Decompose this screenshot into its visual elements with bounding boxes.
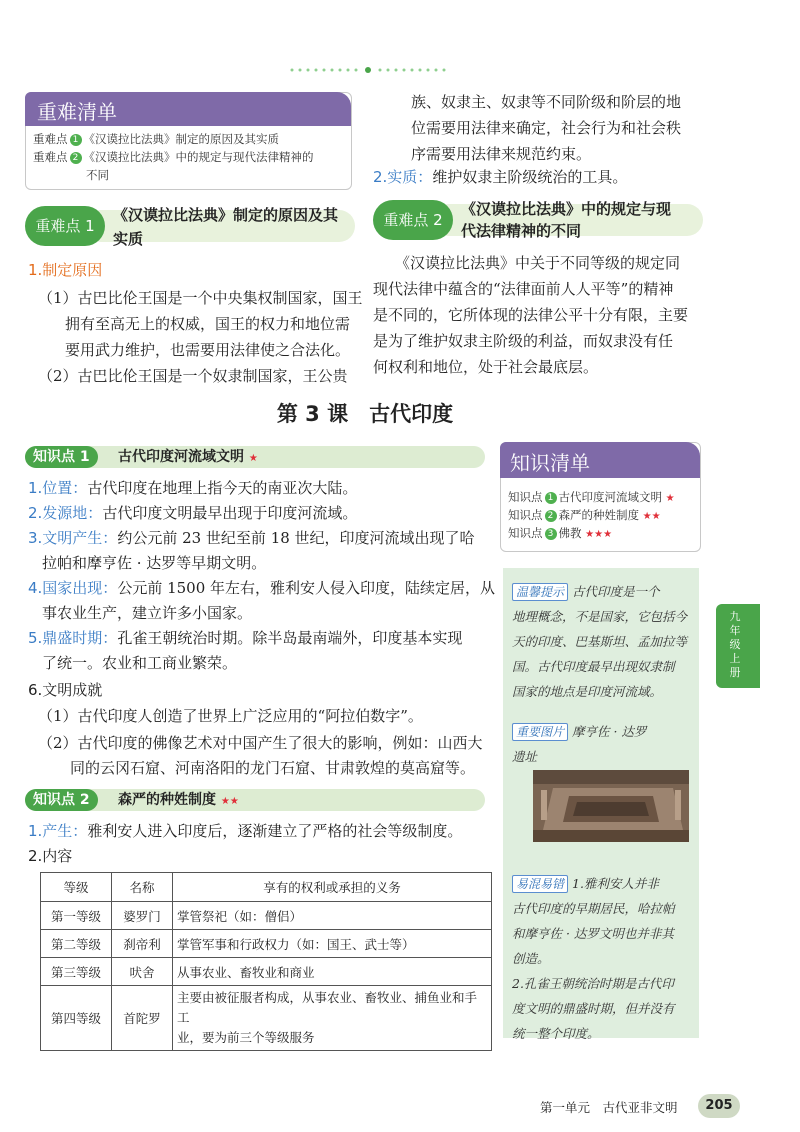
knowledge-list-item-1: 知识点 1 古代印度河流域文明 ★ [508, 490, 675, 504]
keypoint-1-banner [25, 204, 355, 248]
tip-line1: 温馨提示 古代印度是一个 [512, 580, 660, 604]
lesson-title: 第 3 课 古代印度 [276, 402, 454, 426]
kp2-line2: 现代法律中蕴含的“法律面前人人平等”的精神 [373, 280, 674, 298]
zd1-item-5-cont: 了统一。农业和工商业繁荣。 [42, 654, 238, 672]
mix-line1: 易混易错 1.雅利安人并非 [512, 872, 659, 896]
knowledge-point-1-title: 古代印度河流域文明 ★ [118, 449, 258, 465]
keypoint-1-label: 重难点 1 [25, 206, 105, 246]
page-number: 205 [698, 1094, 740, 1118]
keypoint-2-banner [373, 198, 713, 242]
kp2-line1: 《汉谟拉比法典》中关于不同等级的规定同 [395, 254, 681, 272]
difficulty-stars: ★★ [220, 796, 239, 807]
zd1-achievement-heading: 6.文明成就 [28, 681, 103, 699]
table-row: 第一等级 婆罗门 掌管祭祀（如：僧侣） [41, 902, 492, 930]
zd2-content-heading: 2.内容 [28, 847, 73, 865]
decorative-dots [288, 66, 448, 74]
knowledge-point-2-title: 森严的种姓制度 ★★ [118, 792, 239, 808]
knowledge-point-2-bar [25, 789, 485, 811]
knowledge-list-item-2: 知识点 2 森严的种姓制度 ★★ [508, 508, 661, 522]
mix-line2: 古代印度的早期居民，哈拉帕 [512, 901, 675, 916]
essence-line [373, 164, 627, 190]
mix-tag: 易混易错 [512, 875, 568, 893]
unit-title: 第一单元 古代亚非文明 [540, 1100, 678, 1115]
mix-line3: 和摩亨佐 · 达罗文明也并非其 [512, 926, 674, 941]
tip-line3: 天的印度、巴基斯坦、孟加拉等 [512, 634, 688, 649]
keypoint-1-title-line1: 《汉谟拉比法典》制定的原因及其 [113, 206, 339, 224]
table-header: 享有的权利或承担的义务 [173, 873, 492, 902]
right-col-line2: 位需要用法律来确定，社会行为和社会秩 [411, 119, 682, 137]
kp1-para1-line3: 要用武力维护，也需要用法律使之合法化。 [65, 341, 351, 359]
zd1-item-2: 2.发源地：古代印度文明最早出现于印度河流域。 [28, 504, 358, 522]
right-col-line3: 序需要用法律来规范约束。 [411, 145, 592, 163]
picture-caption-line2: 遗址 [512, 749, 538, 764]
page-footer [540, 1094, 790, 1120]
knowledge-list-item-3: 知识点 3 佛教 ★★★ [508, 526, 613, 540]
mohenjo-daro-ruins-photo [533, 770, 689, 842]
zd1-item-4-cont: 事农业生产，建立许多小国家。 [42, 604, 253, 622]
kp1-para1-line1: （1）古巴比伦王国是一个中央集权制国家，国王 [38, 289, 363, 307]
table-header: 名称 [112, 873, 173, 902]
zd1-item-3: 3.文明产生：约公元前 23 世纪至前 18 世纪，印度河流域出现了哈 [28, 529, 475, 547]
keypoint-1-subheading: 1.制定原因 [28, 261, 103, 279]
essence-label: 2.实质： [373, 168, 433, 186]
mix-line6: 度文明的鼎盛时期，但并没有 [512, 1001, 675, 1016]
zd1-item-3-cont: 拉帕和摩亨佐 · 达罗等早期文明。 [42, 554, 267, 572]
caste-table [40, 872, 492, 1051]
review-item-1: 重难点 1 《汉谟拉比法典》制定的原因及其实质 [33, 132, 279, 146]
table-row: 第三等级 吠舍 从事农业、畜牧业和商业 [41, 958, 492, 986]
review-item-2-cont: 不同 [86, 168, 109, 182]
keypoint-2-label: 重难点 2 [373, 200, 453, 240]
knowledge-list-header [500, 442, 700, 478]
kp2-line5: 何权利和地位，处于社会最底层。 [373, 358, 599, 376]
mix-line7: 统一整个印度。 [512, 1026, 600, 1041]
zd1-item-1: 1.位置：古代印度在地理上指今天的南亚次大陆。 [28, 479, 358, 497]
essence-text: 维护奴隶主阶级统治的工具。 [432, 168, 628, 186]
right-col-line1: 族、奴隶主、奴隶等不同阶级和阶层的地 [411, 93, 682, 111]
zd1-item-5: 5.鼎盛时期：孔雀王朝统治时期。除半岛最南端外，印度基本实现 [28, 629, 463, 647]
zd1-achievement-2-line2: 同的云冈石窟、河南洛阳的龙门石窟、甘肃敦煌的莫高窟等。 [70, 759, 476, 777]
keypoint-2-title-line1: 《汉谟拉比法典》中的规定与现 [461, 200, 672, 218]
tip-tag: 温馨提示 [512, 583, 568, 601]
grade-tab [716, 604, 760, 688]
picture-tag: 重要图片 [512, 723, 568, 741]
zd1-achievement-1: （1）古代印度人创造了世界上广泛应用的“阿拉伯数字”。 [38, 707, 423, 725]
kp1-para1-line2: 拥有至高无上的权威，国王的权力和地位需 [65, 315, 351, 333]
keypoint-1-title-line2: 实质 [113, 230, 144, 248]
kp2-line4: 是为了维护奴隶主阶级的利益，而奴隶没有任 [373, 332, 674, 350]
knowledge-point-2-label: 知识点 2 [25, 789, 98, 811]
tip-line2: 地理概念，不是国家，它包括今 [512, 609, 688, 624]
zd1-item-4: 4.国家出现：公元前 1500 年左右，雅利安人侵入印度，陆续定居，从 [28, 579, 496, 597]
zd2-origin: 1.产生：雅利安人进入印度后，逐渐建立了严格的社会等级制度。 [28, 822, 463, 840]
keypoint-2-title-line2: 代法律精神的不同 [461, 222, 582, 240]
tip-line5: 国家的地点是印度河流域。 [512, 684, 663, 699]
picture-caption-line1: 重要图片 摩亨佐 · 达罗 [512, 720, 646, 744]
knowledge-point-1-bar [25, 446, 485, 468]
table-row: 第二等级 刹帝利 掌管军事和行政权力（如：国王、武士等） [41, 930, 492, 958]
review-item-2: 重难点 2 《汉谟拉比法典》中的规定与现代法律精神的 [33, 150, 314, 164]
review-list-title: 重难清单 [37, 100, 117, 124]
table-header: 等级 [41, 873, 112, 902]
mix-line4: 创造。 [512, 951, 550, 966]
mix-line5: 2.孔雀王朝统治时期是古代印 [512, 976, 674, 991]
tip-line4: 国。古代印度最早出现奴隶制 [512, 659, 675, 674]
kp2-line3: 是不同的，它所体现的法律公平十分有限，主要 [373, 306, 689, 324]
review-list-header [25, 92, 351, 126]
difficulty-stars: ★ [248, 453, 258, 464]
kp1-para2-line1: （2）古巴比伦王国是一个奴隶制国家，王公贵 [38, 367, 348, 385]
table-row: 第四等级 首陀罗 主要由被征服者构成，从事农业、畜牧业、捕鱼业和手工 业，要为前三个等级服务 [41, 986, 492, 1051]
knowledge-list-title: 知识清单 [510, 451, 590, 475]
grade-tab-label: 九年级上册 [729, 610, 741, 679]
zd1-achievement-2-line1: （2）古代印度的佛像艺术对中国产生了很大的影响，例如：山西大 [38, 734, 483, 752]
knowledge-point-1-label: 知识点 1 [25, 446, 98, 468]
